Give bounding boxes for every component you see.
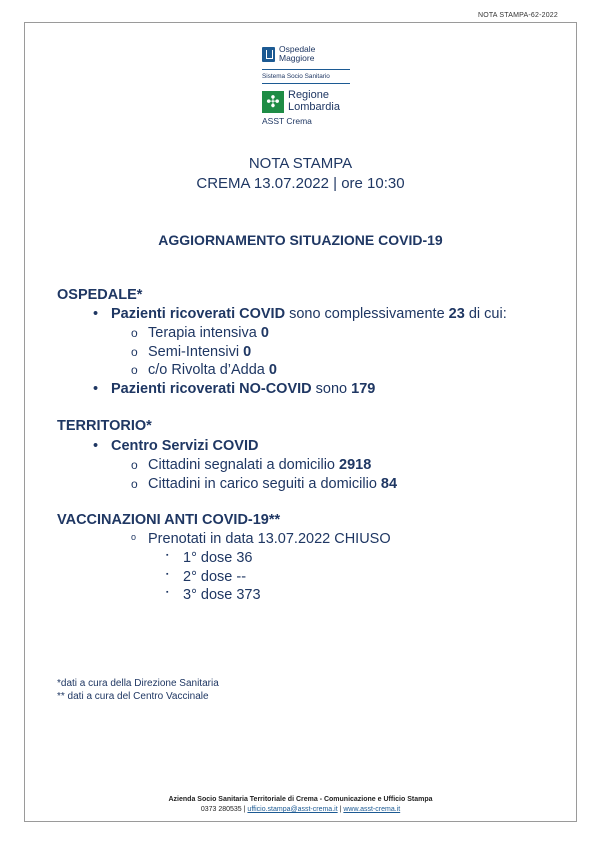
region-name-line2: Lombardia [288, 100, 340, 113]
list-item-nocovid-patients: • Pazienti ricoverati NO-COVID sono 179 [111, 381, 375, 397]
list-item-covid-center: • Centro Servizi COVID [111, 438, 258, 454]
region-name-line1: Regione [288, 89, 329, 101]
section-territorio: TERRITORIO* [57, 418, 152, 434]
logo-divider [262, 83, 350, 84]
footer-website-link[interactable]: www.asst-crema.it [343, 806, 401, 813]
list-item-citizens-reported: o Cittadini segnalati a domicilio 2918 [148, 457, 371, 473]
regione-lombardia-icon: ✣ [262, 91, 284, 113]
footer-phone: 0373 280535 [200, 806, 242, 813]
system-label: Sistema Socio Sanitario [262, 73, 330, 80]
list-item-citizens-followed: o Cittadini in carico seguiti a domicilio 84 [148, 476, 397, 492]
section-ospedale: OSPEDALE* [57, 287, 143, 303]
hospital-icon [262, 47, 275, 62]
list-item-dose-3: ▪ 3° dose 373 [183, 587, 261, 603]
logo-divider [262, 69, 350, 70]
list-item-dose-2: ▪ 2° dose -- [183, 569, 246, 585]
document-reference: NOTA STAMPA-62-2022 [477, 12, 558, 19]
list-item-semi-intensive: o Semi-Intensivi 0 [148, 344, 251, 360]
list-item-intensive-care: o Terapia intensiva 0 [148, 325, 269, 341]
footer-contacts: 0373 280535 | ufficio.stampa@asst-crema.it | www.asst-crema.it [200, 806, 401, 813]
list-item-covid-patients: • Pazienti ricoverati COVID sono complessivamente 23 di cui: [111, 306, 507, 322]
hospital-name-line2: Maggiore [279, 53, 315, 63]
press-note-title: NOTA STAMPA [248, 155, 353, 172]
footer-email-link[interactable]: ufficio.stampa@asst-crema.it [247, 806, 338, 813]
asst-name: ASST Crema [262, 116, 312, 126]
list-item-dose-1: ▪ 1° dose 36 [183, 550, 253, 566]
press-note-date: CREMA 13.07.2022 | ore 10:30 [196, 175, 405, 192]
footnote-sanitaria: *dati a cura della Direzione Sanitaria [57, 678, 219, 689]
hospital-name-line1: Ospedale [279, 44, 316, 54]
section-vaccinations: VACCINAZIONI ANTI COVID-19** [57, 512, 281, 528]
footer-organization: Azienda Socio Sanitaria Territoriale di Crema - Comunicazione e Ufficio Stampa [168, 796, 433, 803]
list-item-rivolta: o c/o Rivolta d’Adda 0 [148, 362, 277, 378]
headline: AGGIORNAMENTO SITUAZIONE COVID-19 [158, 232, 443, 248]
list-item-booked: o Prenotati in data 13.07.2022 CHIUSO [148, 531, 391, 547]
footnote-vaccinale: ** dati a cura del Centro Vaccinale [57, 691, 209, 702]
asst-logo [262, 45, 362, 126]
